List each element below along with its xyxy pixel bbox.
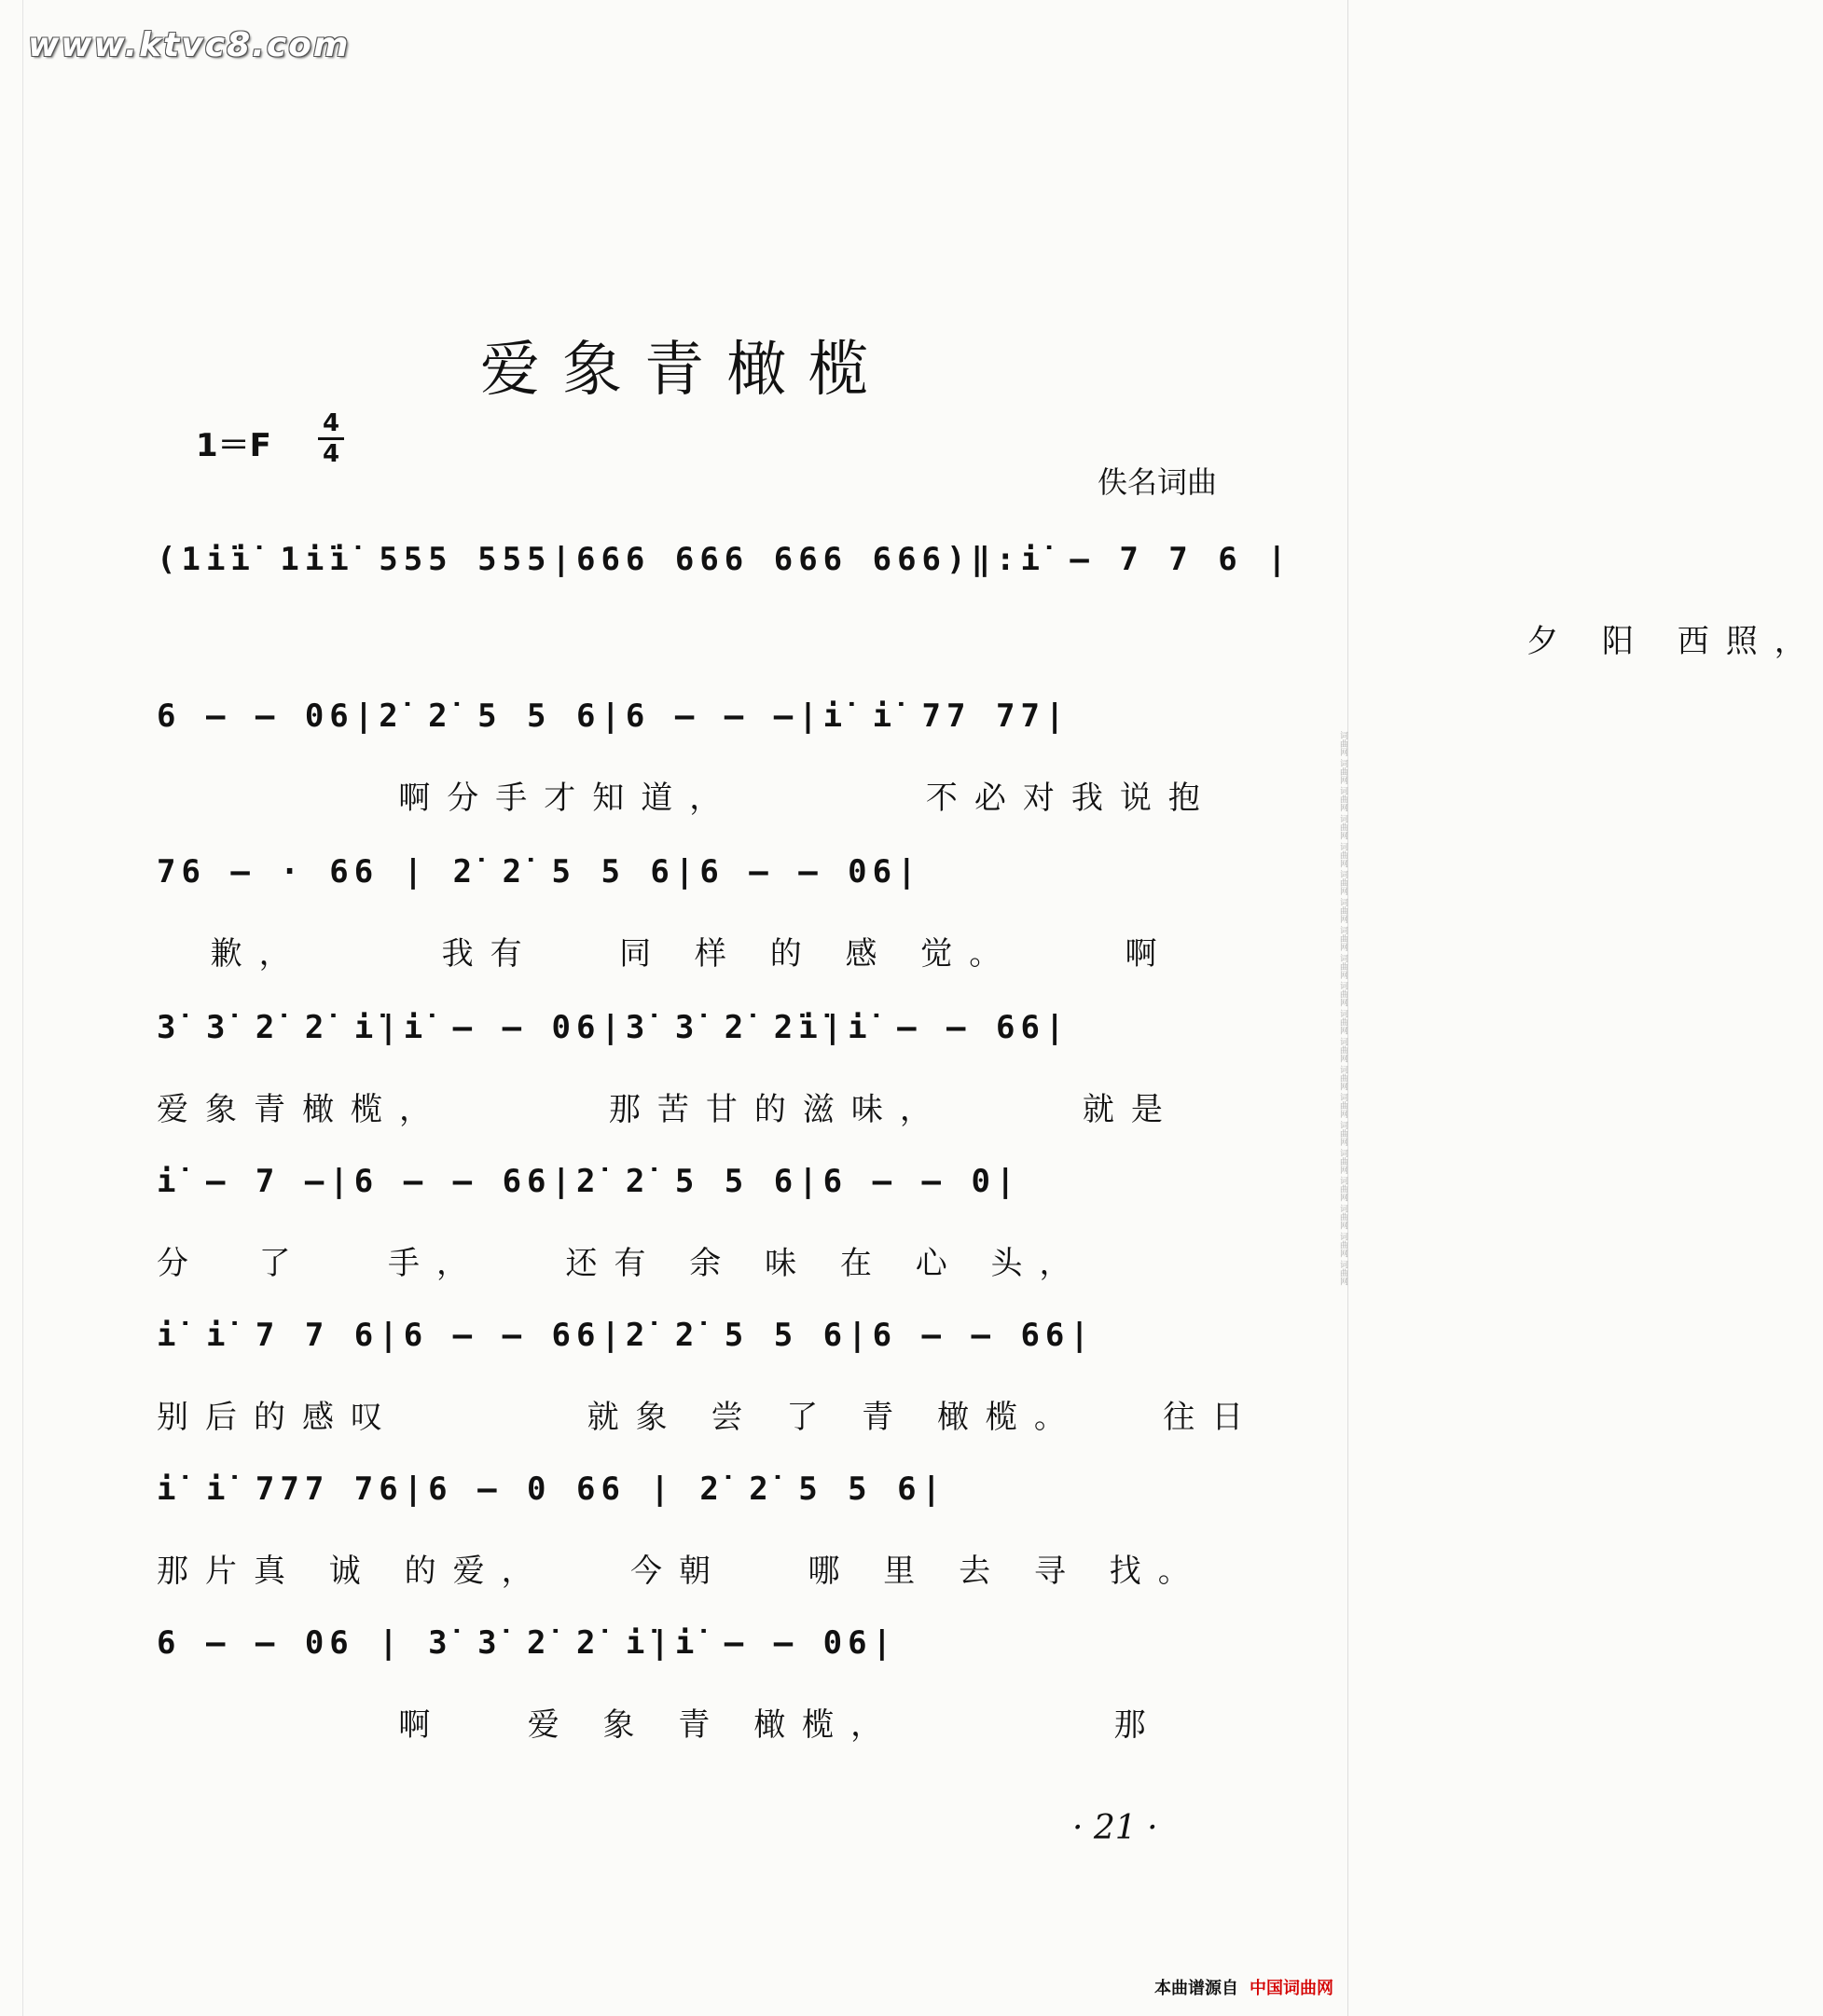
notation-text: 6 — — 06 | 3̇ 3̇ 2̇ 2̇ i̇|i̇ — — 06| (157, 1624, 898, 1662)
time-signature (314, 410, 348, 467)
score-system (157, 541, 1823, 681)
notation-text: (1i̇i̇ 1i̇i̇ 555 555|666 666 666 666)‖:i̇ — 7 7 6 | (157, 541, 1292, 578)
notation-line (157, 1009, 1238, 1084)
time-signature-bottom: 4 (322, 440, 340, 468)
lyric-line: 啊 爱 象 青 橄榄， 那 (157, 1706, 1163, 1744)
lyric-line: 啊分手才知道， 不必对我说抱 (157, 780, 1217, 817)
lyricist-composer-credit: 佚名词曲 (1097, 464, 1217, 500)
lyric-line: 夕 阳 西照， (157, 623, 1823, 660)
lyric-line: 分 了 手， 还有 余 味 在 心 头， (157, 1245, 1088, 1282)
notation-text: i̇ — 7 —|6 — — 66|2̇ 2̇ 5 5 6|6 — — 0| (157, 1163, 1021, 1200)
notation-text: 3̇ 3̇ 2̇ 2̇ i̇|i̇ — — 06|3̇ 3̇ 2̇ 2̇i̇|i̇ — — 66| (157, 1009, 1070, 1046)
left-edge-strip (0, 0, 23, 2016)
source-site-link[interactable]: 中国词曲网 (1250, 1979, 1333, 1998)
notation-text: i̇ i̇ 777 76|6 — 0 66 | 2̇ 2̇ 5 5 6| (157, 1471, 947, 1508)
notation-line (157, 853, 1238, 928)
score-system (157, 1624, 1238, 1764)
source-label: 本曲谱源自 (1154, 1979, 1238, 1998)
time-signature-top: 4 (322, 409, 340, 437)
page-number: · 21 · (1072, 1809, 1158, 1847)
notation-line (157, 1624, 1238, 1699)
watermark: www.ktvc8.com (28, 26, 351, 64)
lyric-line: 歉， 我有 同 样 的 感 觉。 啊 (157, 935, 1174, 973)
notation-line (157, 541, 1292, 615)
notation-line (157, 697, 1238, 772)
lyric-line: 那片真 诚 的爱， 今朝 哪 里 去 寻 找。 (157, 1553, 1207, 1590)
notation-line (157, 1163, 1238, 1237)
score-system (157, 1317, 1261, 1457)
score-system (157, 1471, 1238, 1610)
notation-line (157, 1317, 1238, 1391)
notation-line (157, 1471, 1238, 1545)
source-credit (1154, 1975, 1333, 1999)
lyric-line: 爱象青橄榄， 那苦甘的滋味， 就是 (157, 1091, 1180, 1128)
notation-text: i̇ i̇ 7 7 6|6 — — 66|2̇ 2̇ 5 5 6|6 — — 66| (157, 1317, 1095, 1354)
notation-text: 76 — · 66 | 2̇ 2̇ 5 5 6|6 — — 06| (157, 853, 922, 891)
notation-text: 6 — — 06|2̇ 2̇ 5 5 6|6 — — —|i̇ i̇ 77 77| (157, 697, 1070, 735)
score-system (157, 697, 1238, 837)
song-title: 爱象青橄榄 (480, 336, 891, 405)
score-system (157, 853, 1238, 993)
right-edge-strip: 词曲网 词曲网 词曲网 词曲网 词曲网 词曲网 词曲网 词曲网 词曲网 词曲网 词曲网 词曲网 词曲网 词曲网 词曲网 词曲网 词曲网 词曲网 词曲网 词曲网 (1347, 0, 1371, 2016)
score-system (157, 1009, 1238, 1149)
lyric-line: 别后的感叹 就象 尝 了 青 橄榄。 往日 (157, 1399, 1261, 1436)
score-system (157, 1163, 1238, 1303)
key-signature: 1＝F (196, 427, 271, 464)
